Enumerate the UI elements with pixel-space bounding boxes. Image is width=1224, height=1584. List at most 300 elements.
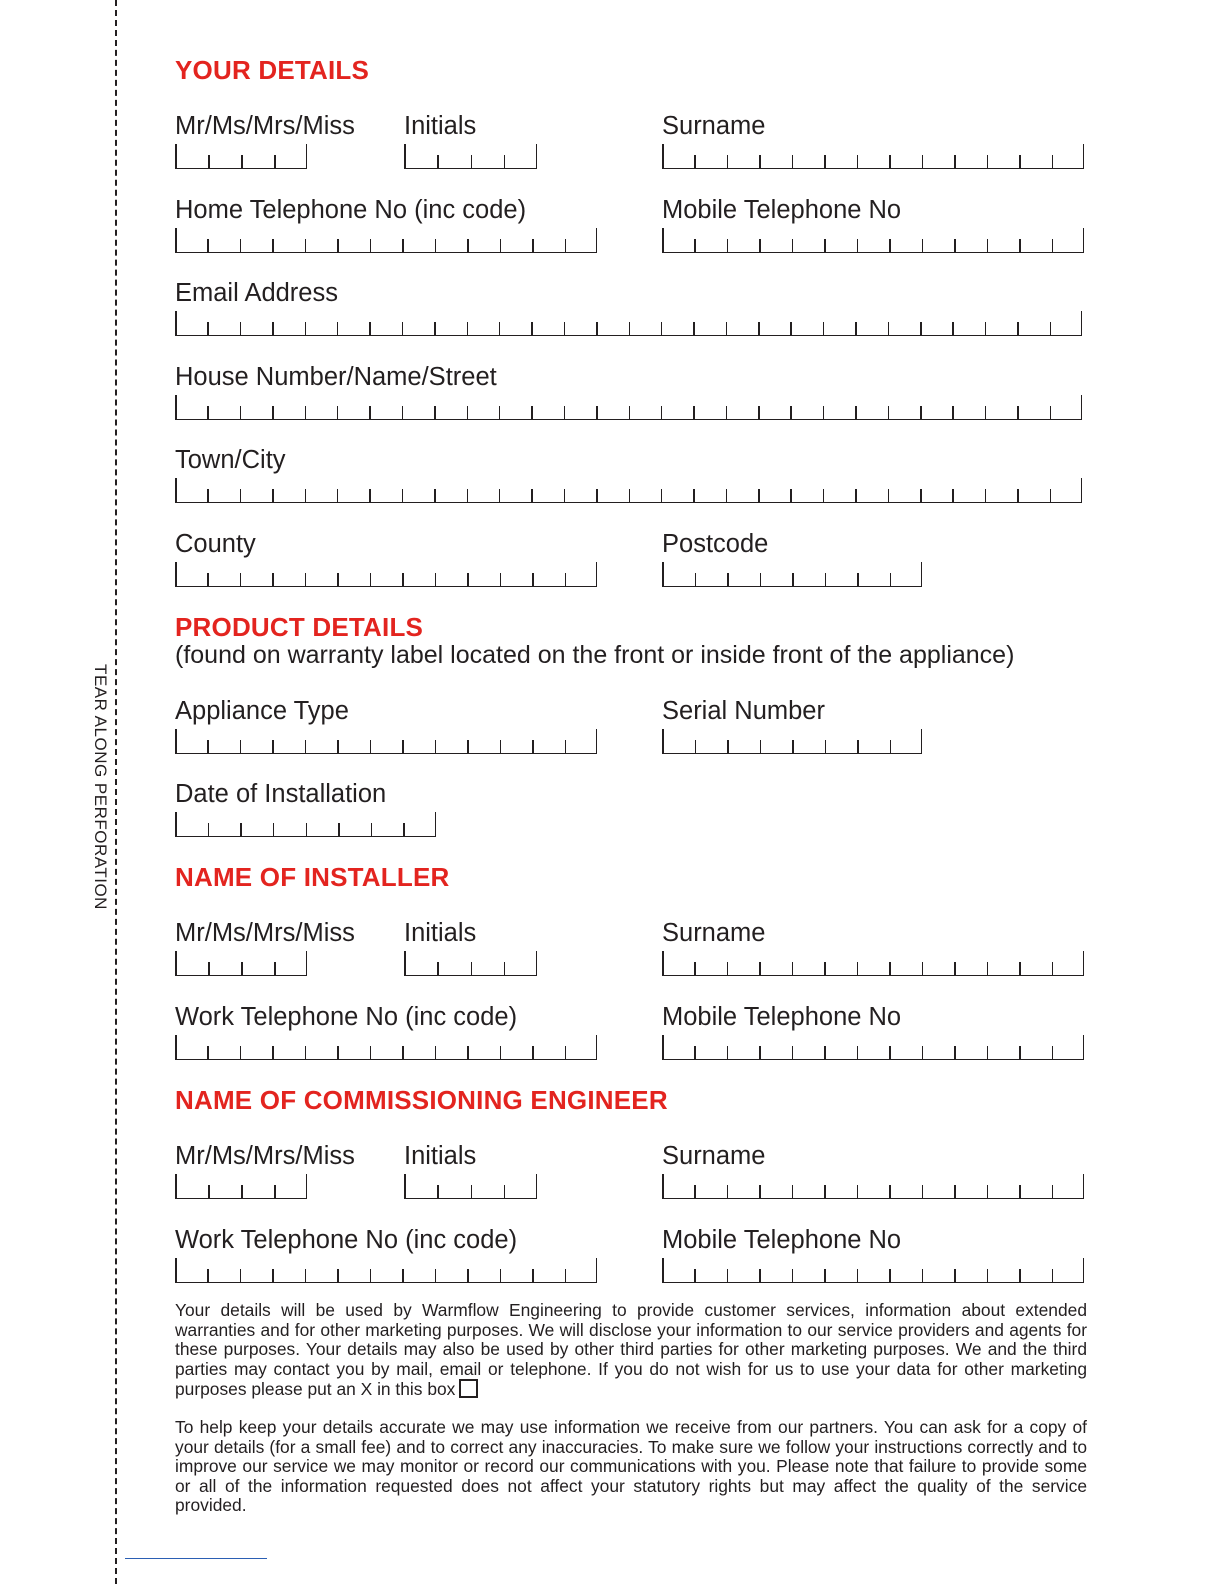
box-divider	[661, 322, 663, 335]
box-divider	[402, 406, 404, 419]
box-divider	[435, 1046, 437, 1059]
box-divider	[504, 1185, 506, 1198]
customer-title-boxes[interactable]	[175, 144, 307, 169]
perforation-line	[115, 0, 117, 1584]
box-divider	[695, 740, 697, 753]
box-divider	[596, 322, 598, 335]
box-divider	[1019, 155, 1021, 168]
box-divider	[500, 1046, 502, 1059]
box-divider	[823, 322, 825, 335]
installer-heading: NAME OF INSTALLER	[175, 862, 450, 892]
box-divider	[565, 1046, 567, 1059]
box-divider	[727, 573, 729, 586]
box-divider	[629, 322, 631, 335]
installer-title-label: Mr/Ms/Mrs/Miss	[175, 919, 355, 947]
marketing-opt-out-checkbox[interactable]	[459, 1379, 478, 1398]
your-details-heading: YOUR DETAILS	[175, 55, 370, 85]
box-divider	[531, 322, 533, 335]
box-divider	[857, 1269, 859, 1282]
box-divider	[499, 322, 501, 335]
box-divider	[758, 489, 760, 502]
box-divider	[565, 573, 567, 586]
box-divider	[500, 740, 502, 753]
street-boxes[interactable]	[175, 395, 1082, 420]
box-divider	[759, 962, 761, 975]
box-divider	[240, 406, 242, 419]
box-divider	[305, 489, 307, 502]
box-divider	[661, 406, 663, 419]
box-divider	[371, 823, 373, 836]
box-divider	[857, 962, 859, 975]
box-divider	[437, 962, 439, 975]
box-divider	[370, 239, 372, 252]
box-divider	[727, 1185, 729, 1198]
installer-surname-label: Surname	[662, 919, 766, 947]
installation-date-field[interactable]	[175, 779, 436, 837]
box-divider	[987, 1269, 989, 1282]
box-divider	[1019, 1269, 1021, 1282]
box-divider	[922, 1185, 924, 1198]
box-divider	[207, 1046, 209, 1059]
box-divider	[824, 1269, 826, 1282]
box-divider	[759, 239, 761, 252]
box-divider	[727, 1269, 729, 1282]
box-divider	[920, 322, 922, 335]
box-divider	[207, 489, 209, 502]
box-divider	[889, 1185, 891, 1198]
box-divider	[792, 1046, 794, 1059]
installer-initials-label: Initials	[404, 919, 477, 947]
box-divider	[693, 322, 695, 335]
box-divider	[954, 239, 956, 252]
box-divider	[274, 155, 276, 168]
box-divider	[240, 823, 242, 836]
box-divider	[890, 573, 892, 586]
box-divider	[435, 573, 437, 586]
box-divider	[922, 155, 924, 168]
box-divider	[758, 322, 760, 335]
county-boxes[interactable]	[175, 562, 597, 587]
box-divider	[240, 573, 242, 586]
engineer-initials-boxes[interactable]	[404, 1174, 537, 1199]
box-divider	[920, 406, 922, 419]
box-divider	[208, 823, 210, 836]
installer-initials-field[interactable]	[404, 918, 537, 976]
appliance-type-boxes[interactable]	[175, 729, 597, 754]
box-divider	[790, 322, 792, 335]
box-divider	[694, 1046, 696, 1059]
box-divider	[240, 1046, 242, 1059]
box-divider	[855, 406, 857, 419]
box-divider	[402, 322, 404, 335]
box-divider	[240, 322, 242, 335]
box-divider	[370, 1269, 372, 1282]
box-divider	[920, 489, 922, 502]
box-divider	[1050, 489, 1052, 502]
box-divider	[564, 406, 566, 419]
box-divider	[207, 740, 209, 753]
box-divider	[337, 489, 339, 502]
box-divider	[305, 406, 307, 419]
installer-title-boxes[interactable]	[175, 951, 307, 976]
box-divider	[370, 573, 372, 586]
box-divider	[564, 489, 566, 502]
box-divider	[758, 406, 760, 419]
box-divider	[888, 406, 890, 419]
box-divider	[467, 1269, 469, 1282]
box-divider	[824, 1185, 826, 1198]
town-field[interactable]	[175, 445, 1082, 503]
box-divider	[565, 239, 567, 252]
installer-surname-boxes[interactable]	[662, 951, 1084, 976]
box-divider	[504, 155, 506, 168]
box-divider	[532, 573, 534, 586]
box-divider	[890, 740, 892, 753]
county-field[interactable]	[175, 529, 597, 587]
installer-initials-boxes[interactable]	[404, 951, 537, 976]
box-divider	[337, 573, 339, 586]
box-divider	[437, 1185, 439, 1198]
box-divider	[792, 573, 794, 586]
engineer-surname-field[interactable]	[662, 1141, 1084, 1199]
box-divider	[272, 489, 274, 502]
box-divider	[792, 239, 794, 252]
town-boxes[interactable]	[175, 478, 1082, 503]
box-divider	[727, 740, 729, 753]
box-divider	[952, 406, 954, 419]
customer-mobile-label: Mobile Telephone No	[662, 196, 902, 224]
serial-number-boxes[interactable]	[662, 729, 922, 754]
product-details-heading: PRODUCT DETAILS	[175, 612, 424, 642]
box-divider	[855, 322, 857, 335]
box-divider	[987, 962, 989, 975]
box-divider	[1052, 1269, 1054, 1282]
box-divider	[759, 1046, 761, 1059]
installer-work-telephone-field[interactable]	[175, 1002, 597, 1060]
box-divider	[402, 573, 404, 586]
box-divider	[437, 155, 439, 168]
box-divider	[500, 239, 502, 252]
box-divider	[369, 406, 371, 419]
box-divider	[694, 1269, 696, 1282]
product-details-subtitle: (found on warranty label located on the front or inside front of the appliance)	[175, 641, 1015, 669]
box-divider	[726, 489, 728, 502]
box-divider	[954, 962, 956, 975]
box-divider	[207, 573, 209, 586]
box-divider	[273, 823, 275, 836]
box-divider	[305, 740, 307, 753]
box-divider	[888, 322, 890, 335]
box-divider	[402, 1046, 404, 1059]
box-divider	[208, 155, 210, 168]
engineer-surname-boxes[interactable]	[662, 1174, 1084, 1199]
box-divider	[857, 1185, 859, 1198]
customer-surname-boxes[interactable]	[662, 144, 1084, 169]
home-telephone-label: Home Telephone No (inc code)	[175, 196, 527, 224]
box-divider	[855, 489, 857, 502]
box-divider	[338, 823, 340, 836]
box-divider	[727, 239, 729, 252]
box-divider	[241, 1185, 243, 1198]
box-divider	[531, 406, 533, 419]
box-divider	[824, 1046, 826, 1059]
box-divider	[889, 1046, 891, 1059]
privacy-paragraph-1-text: Your details will be used by Warmflow Engineering to provide customer services, information about extended warranties and for other marketing purposes. We will disclose your information to our service providers and agents for these purposes. Your details may also be used by other third parties for other marketing purposes. We and the third parties may contact you by mail, email or telephone. If you do not wish for us to use your data for other marketing purposes please put an X in this box	[175, 1300, 1087, 1400]
serial-number-field[interactable]	[662, 696, 922, 754]
postcode-field[interactable]	[662, 529, 922, 587]
postcode-boxes[interactable]	[662, 562, 922, 587]
customer-mobile-field[interactable]	[662, 195, 1084, 253]
box-divider	[1019, 962, 1021, 975]
box-divider	[790, 406, 792, 419]
box-divider	[305, 1046, 307, 1059]
customer-title-label: Mr/Ms/Mrs/Miss	[175, 112, 355, 140]
box-divider	[952, 322, 954, 335]
box-divider	[240, 239, 242, 252]
installation-date-boxes[interactable]	[175, 812, 436, 837]
box-divider	[499, 406, 501, 419]
box-divider	[1017, 489, 1019, 502]
box-divider	[207, 239, 209, 252]
box-divider	[922, 239, 924, 252]
customer-initials-field[interactable]	[404, 111, 537, 169]
box-divider	[272, 322, 274, 335]
box-divider	[823, 489, 825, 502]
box-divider	[500, 1269, 502, 1282]
box-divider	[792, 1269, 794, 1282]
box-divider	[467, 406, 469, 419]
box-divider	[985, 406, 987, 419]
box-divider	[402, 740, 404, 753]
box-divider	[471, 962, 473, 975]
box-divider	[888, 489, 890, 502]
box-divider	[727, 1046, 729, 1059]
box-divider	[727, 155, 729, 168]
engineer-title-label: Mr/Ms/Mrs/Miss	[175, 1142, 355, 1170]
box-divider	[208, 962, 210, 975]
box-divider	[402, 1269, 404, 1282]
box-divider	[1019, 239, 1021, 252]
box-divider	[954, 1185, 956, 1198]
installer-mobile-boxes[interactable]	[662, 1035, 1084, 1060]
engineer-surname-label: Surname	[662, 1142, 766, 1170]
box-divider	[305, 573, 307, 586]
box-divider	[825, 573, 827, 586]
box-divider	[824, 962, 826, 975]
box-divider	[790, 489, 792, 502]
street-field[interactable]	[175, 362, 1082, 420]
box-divider	[337, 239, 339, 252]
box-divider	[987, 239, 989, 252]
box-divider	[1017, 322, 1019, 335]
box-divider	[954, 1046, 956, 1059]
box-divider	[889, 155, 891, 168]
box-divider	[727, 962, 729, 975]
privacy-paragraph-1	[175, 1301, 1087, 1400]
box-divider	[695, 573, 697, 586]
box-divider	[305, 1269, 307, 1282]
box-divider	[500, 573, 502, 586]
customer-surname-field[interactable]	[662, 111, 1084, 169]
tear-along-perforation-label: TEAR ALONG PERFORATION	[91, 664, 110, 910]
box-divider	[565, 1269, 567, 1282]
home-telephone-field[interactable]	[175, 195, 597, 253]
box-divider	[435, 1269, 437, 1282]
customer-initials-boxes[interactable]	[404, 144, 537, 169]
engineer-initials-field[interactable]	[404, 1141, 537, 1199]
appliance-type-field[interactable]	[175, 696, 597, 754]
engineer-work-telephone-field[interactable]	[175, 1225, 597, 1283]
box-divider	[434, 322, 436, 335]
box-divider	[467, 322, 469, 335]
box-divider	[596, 406, 598, 419]
email-boxes[interactable]	[175, 311, 1082, 336]
engineer-initials-label: Initials	[404, 1142, 477, 1170]
installer-surname-field[interactable]	[662, 918, 1084, 976]
box-divider	[434, 406, 436, 419]
box-divider	[369, 489, 371, 502]
box-divider	[629, 406, 631, 419]
engineer-work-telephone-boxes[interactable]	[175, 1258, 597, 1283]
box-divider	[207, 322, 209, 335]
box-divider	[434, 489, 436, 502]
customer-initials-label: Initials	[404, 112, 477, 140]
box-divider	[952, 489, 954, 502]
box-divider	[240, 1269, 242, 1282]
box-divider	[922, 1269, 924, 1282]
engineer-title-field[interactable]	[175, 1141, 355, 1199]
box-divider	[954, 155, 956, 168]
box-divider	[693, 406, 695, 419]
box-divider	[402, 239, 404, 252]
box-divider	[467, 1046, 469, 1059]
box-divider	[792, 740, 794, 753]
home-telephone-boxes[interactable]	[175, 228, 597, 253]
box-divider	[274, 1185, 276, 1198]
box-divider	[337, 1046, 339, 1059]
box-divider	[337, 1269, 339, 1282]
customer-title-field[interactable]	[175, 111, 355, 169]
box-divider	[499, 489, 501, 502]
box-divider	[857, 1046, 859, 1059]
box-divider	[693, 489, 695, 502]
box-divider	[954, 1269, 956, 1282]
box-divider	[272, 1046, 274, 1059]
installer-mobile-field[interactable]	[662, 1002, 1084, 1060]
box-divider	[985, 322, 987, 335]
box-divider	[532, 239, 534, 252]
box-divider	[471, 1185, 473, 1198]
box-divider	[694, 239, 696, 252]
installer-title-field[interactable]	[175, 918, 355, 976]
box-divider	[240, 740, 242, 753]
box-divider	[241, 962, 243, 975]
county-label: County	[175, 530, 256, 558]
postcode-label: Postcode	[662, 530, 769, 558]
box-divider	[504, 962, 506, 975]
box-divider	[759, 1185, 761, 1198]
town-label: Town/City	[175, 446, 286, 474]
box-divider	[857, 155, 859, 168]
box-divider	[337, 740, 339, 753]
box-divider	[435, 239, 437, 252]
engineer-mobile-label: Mobile Telephone No	[662, 1226, 902, 1254]
box-divider	[823, 406, 825, 419]
box-divider	[1052, 155, 1054, 168]
box-divider	[792, 155, 794, 168]
box-divider	[824, 239, 826, 252]
engineer-title-boxes[interactable]	[175, 1174, 307, 1199]
serial-number-label: Serial Number	[662, 697, 825, 725]
box-divider	[337, 322, 339, 335]
box-divider	[889, 962, 891, 975]
engineer-mobile-field[interactable]	[662, 1225, 1084, 1283]
box-divider	[824, 155, 826, 168]
box-divider	[1017, 406, 1019, 419]
box-divider	[467, 740, 469, 753]
box-divider	[272, 239, 274, 252]
email-field[interactable]	[175, 278, 1082, 336]
box-divider	[825, 740, 827, 753]
box-divider	[1052, 1046, 1054, 1059]
customer-mobile-boxes[interactable]	[662, 228, 1084, 253]
box-divider	[471, 155, 473, 168]
box-divider	[629, 489, 631, 502]
email-label: Email Address	[175, 279, 338, 307]
box-divider	[1019, 1185, 1021, 1198]
box-divider	[467, 489, 469, 502]
box-divider	[207, 406, 209, 419]
box-divider	[694, 155, 696, 168]
box-divider	[467, 573, 469, 586]
box-divider	[272, 1269, 274, 1282]
installer-mobile-label: Mobile Telephone No	[662, 1003, 902, 1031]
box-divider	[402, 489, 404, 502]
street-label: House Number/Name/Street	[175, 363, 497, 391]
box-divider	[1052, 239, 1054, 252]
installer-work-telephone-boxes[interactable]	[175, 1035, 597, 1060]
box-divider	[240, 489, 242, 502]
box-divider	[1050, 322, 1052, 335]
box-divider	[759, 1269, 761, 1282]
box-divider	[305, 239, 307, 252]
box-divider	[369, 322, 371, 335]
box-divider	[987, 1185, 989, 1198]
box-divider	[726, 406, 728, 419]
box-divider	[274, 962, 276, 975]
box-divider	[564, 322, 566, 335]
box-divider	[1052, 1185, 1054, 1198]
box-divider	[531, 489, 533, 502]
box-divider	[792, 962, 794, 975]
box-divider	[272, 740, 274, 753]
box-divider	[987, 1046, 989, 1059]
box-divider	[661, 489, 663, 502]
box-divider	[272, 406, 274, 419]
box-divider	[760, 740, 762, 753]
box-divider	[1019, 1046, 1021, 1059]
customer-surname-label: Surname	[662, 112, 766, 140]
privacy-paragraph-2: To help keep your details accurate we may use information we receive from our partners. You can ask for a copy of your details (for a small fee) and to correct any inaccuracies. To make sure we follow your instructions correctly and to improve our service we may monitor or record our communications with you. Please note that failure to provide some or all of the information requested does not affect your statutory rights but may affect the quality of the service provided.	[175, 1417, 1087, 1516]
box-divider	[532, 740, 534, 753]
engineer-work-telephone-label: Work Telephone No (inc code)	[175, 1226, 518, 1254]
box-divider	[305, 322, 307, 335]
box-divider	[857, 740, 859, 753]
engineer-mobile-boxes[interactable]	[662, 1258, 1084, 1283]
box-divider	[922, 962, 924, 975]
box-divider	[532, 1269, 534, 1282]
box-divider	[596, 489, 598, 502]
